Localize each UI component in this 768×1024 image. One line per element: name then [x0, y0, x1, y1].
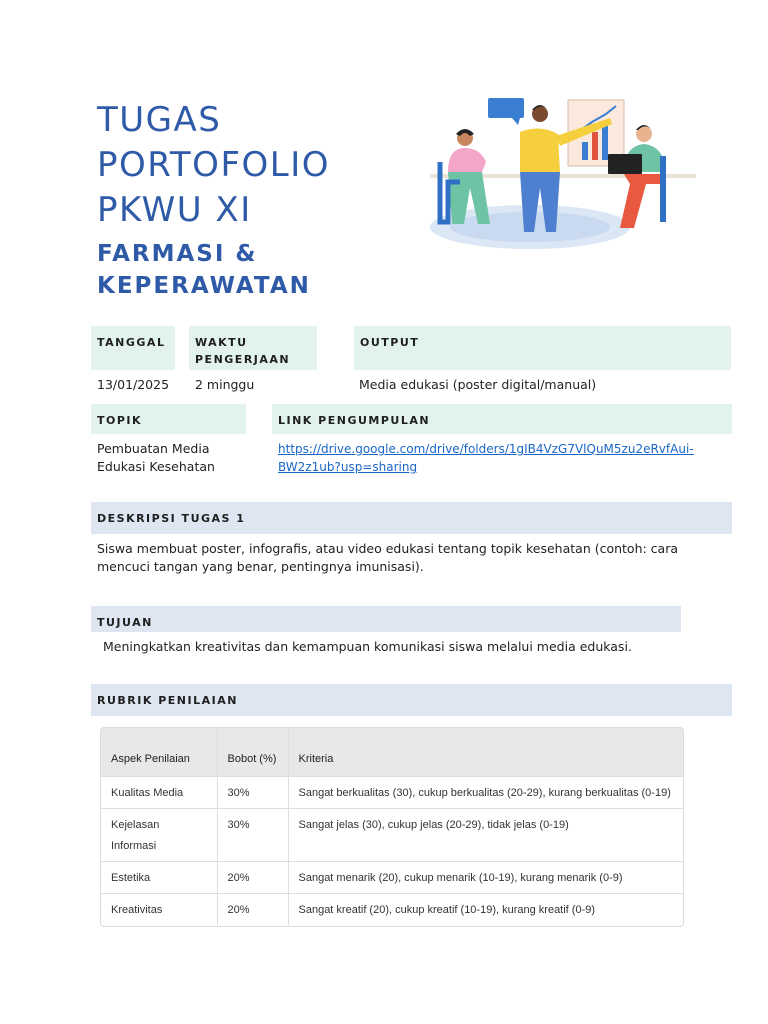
cell-bobot: 20%	[217, 862, 288, 894]
table-row	[101, 777, 683, 809]
link-header	[272, 404, 732, 434]
waktu-label-1: WAKTU	[195, 336, 248, 349]
topik-header	[91, 404, 246, 434]
waktu-label-2: PENGERJAAN	[195, 353, 291, 366]
cell-aspek: Estetika	[101, 862, 217, 894]
cell-bobot: 20%	[217, 894, 288, 926]
tanggal-value: 13/01/2025	[97, 377, 170, 392]
subtitle-line: KEPERAWATAN	[97, 273, 311, 299]
output-label: OUTPUT	[360, 336, 420, 349]
header-aspek: Aspek Penilaian	[101, 728, 217, 777]
cell-aspek: Kualitas Media	[101, 777, 217, 809]
table-row	[101, 809, 683, 862]
tujuan-text: Meningkatkan kreativitas dan kemampuan komunikasi siswa melalui media edukasi.	[103, 639, 632, 654]
header-bobot: Bobot (%)	[217, 728, 288, 777]
rubrik-label: RUBRIK PENILAIAN	[97, 694, 238, 707]
tanggal-label: TANGGAL	[97, 336, 166, 349]
topik-value	[97, 440, 215, 476]
cell-kriteria: Sangat berkualitas (30), cukup berkualitas (20-29), kurang berkualitas (0-19)	[288, 777, 683, 809]
document-title	[97, 98, 330, 233]
submission-link-line[interactable]: BW2z1ub?usp=sharing	[278, 460, 418, 474]
cell-aspek: Kejelasan Informasi	[101, 809, 217, 862]
cell-kriteria: Sangat kreatif (20), cukup kreatif (10-19), kurang kreatif (0-9)	[288, 894, 683, 926]
output-value: Media edukasi (poster digital/manual)	[359, 377, 597, 392]
cell-kriteria: Sangat jelas (30), cukup jelas (20-29), tidak jelas (0-19)	[288, 809, 683, 862]
waktu-header	[189, 326, 317, 370]
team-meeting-illustration	[420, 92, 710, 262]
deskripsi-header	[91, 502, 732, 534]
deskripsi-line: Siswa membuat poster, infografis, atau video edukasi tentang topik kesehatan (contoh: cara	[97, 541, 679, 556]
output-header	[354, 326, 731, 370]
cell-bobot: 30%	[217, 777, 288, 809]
submission-link[interactable]	[278, 440, 694, 476]
document-subtitle	[97, 238, 311, 302]
topik-value-line: Edukasi Kesehatan	[97, 459, 215, 474]
waktu-value: 2 minggu	[195, 377, 255, 392]
deskripsi-line: mencuci tangan yang benar, pentingnya imunisasi).	[97, 559, 424, 574]
header-kriteria: Kriteria	[288, 728, 683, 777]
cell-kriteria: Sangat menarik (20), cukup menarik (10-19), kurang menarik (0-9)	[288, 862, 683, 894]
title-line: PKWU XI	[97, 190, 252, 230]
tujuan-header	[91, 606, 681, 632]
tanggal-header	[91, 326, 175, 370]
link-label: LINK PENGUMPULAN	[278, 414, 431, 427]
table-row	[101, 862, 683, 894]
tujuan-label: TUJUAN	[97, 616, 153, 629]
deskripsi-label: DESKRIPSI TUGAS 1	[97, 512, 246, 525]
topik-label: TOPIK	[97, 414, 143, 427]
title-line: PORTOFOLIO	[97, 145, 330, 185]
table-header-row	[101, 728, 683, 777]
subtitle-line: FARMASI &	[97, 241, 258, 267]
rubrik-header	[91, 684, 732, 716]
table-row	[101, 894, 683, 926]
cell-bobot: 30%	[217, 809, 288, 862]
topik-value-line: Pembuatan Media	[97, 441, 210, 456]
submission-link-line[interactable]: https://drive.google.com/drive/folders/1gIB4VzG7VlQuM5zu2eRvfAui-	[278, 442, 694, 456]
rubric-table	[100, 727, 684, 927]
title-line: TUGAS	[97, 100, 222, 140]
cell-aspek: Kreativitas	[101, 894, 217, 926]
deskripsi-text	[97, 540, 727, 576]
